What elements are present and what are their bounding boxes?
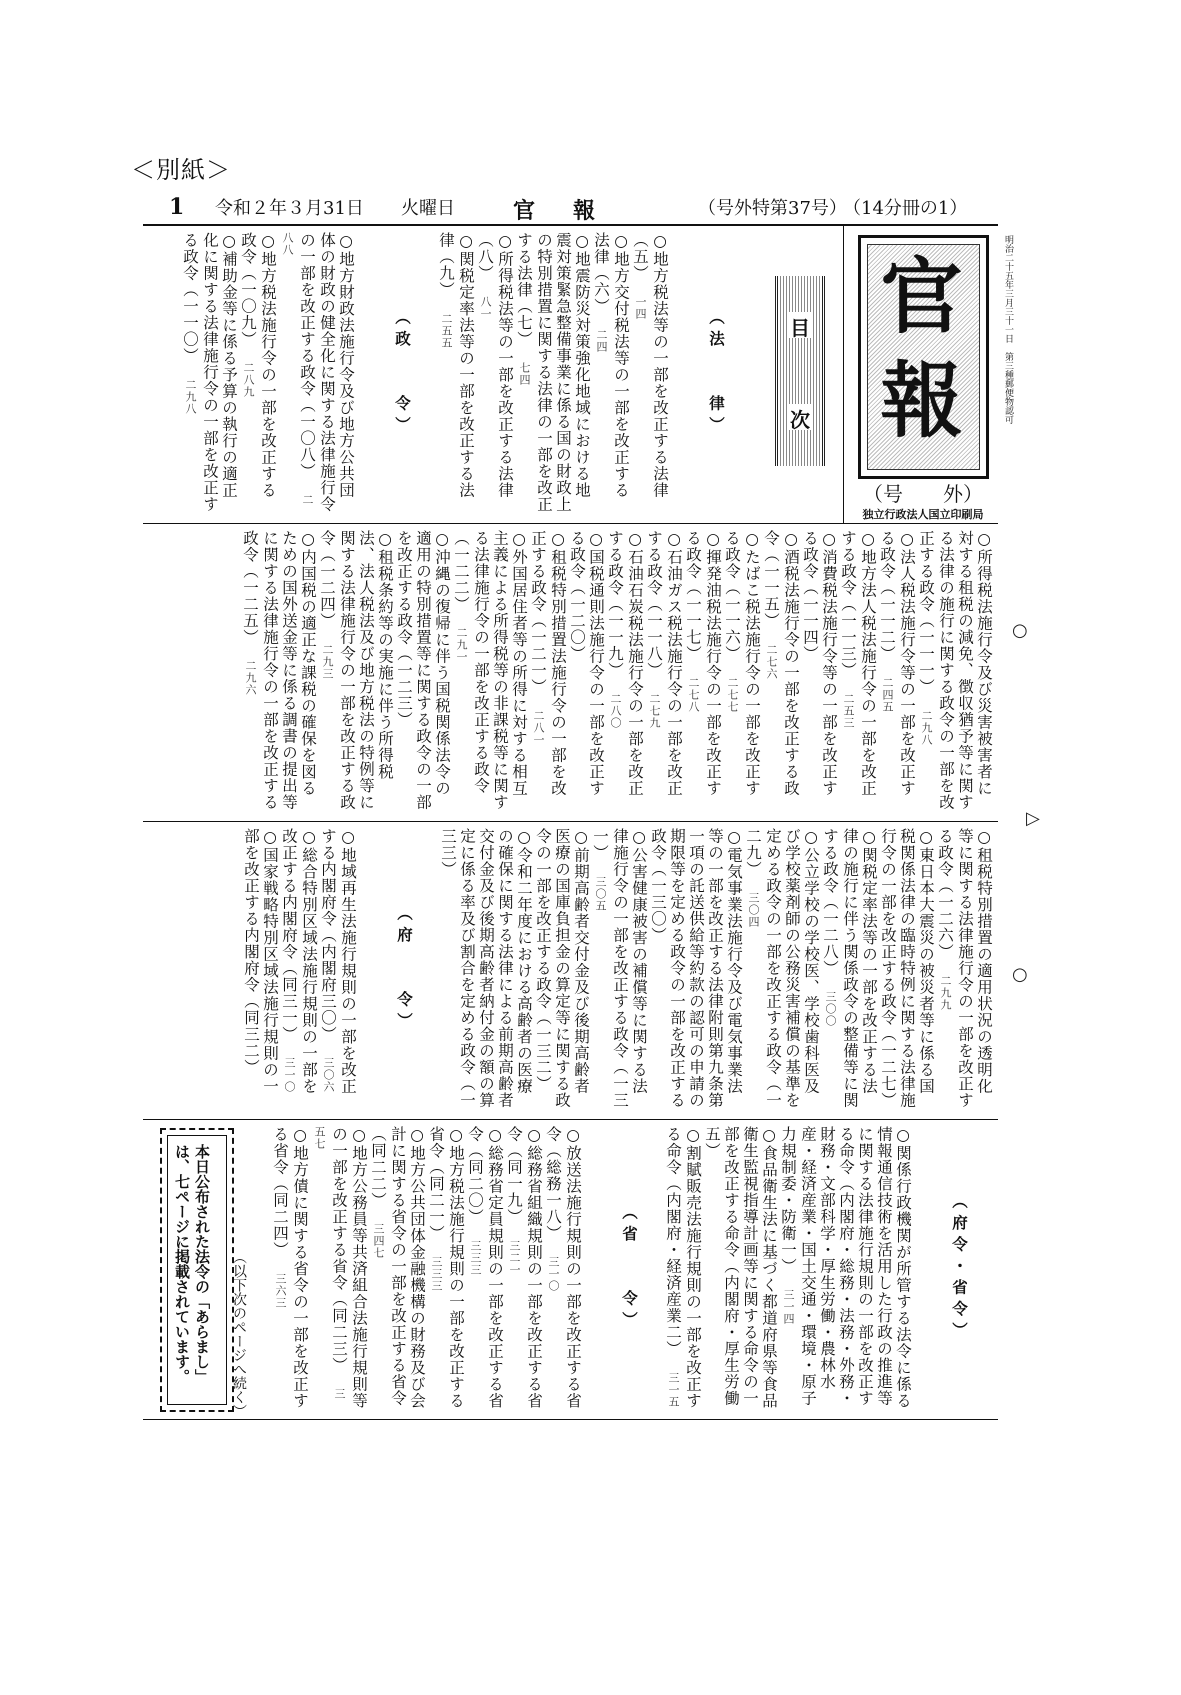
contents-entry <box>528 530 567 812</box>
contents-entry <box>241 828 279 1110</box>
contents-entry <box>743 828 820 1110</box>
contents-entry <box>778 1126 912 1411</box>
triangle-mark: ▷ <box>1026 808 1040 829</box>
punch-hole-mark: ○ <box>1012 620 1028 641</box>
row-separator <box>143 1119 998 1120</box>
entry-title: ○国家戦略特別区域法施行規則の一部を改正する内閣府令（同三二） <box>242 828 279 1095</box>
entry-page-number: 八一 <box>479 296 492 321</box>
entry-title: ○地方法人税法施行令の一部を改正する政令（一一三） 二五三 <box>839 530 877 797</box>
masthead <box>858 235 989 479</box>
entry-page-number: 二九八 <box>184 378 197 415</box>
entry-title: ○補助金等に係る予算の執行の適正化に関する法律施行令の一部を改正する政令（一一〇） 二九八 <box>181 232 238 513</box>
contents-entry <box>630 232 669 514</box>
masthead-gaigai: （号 外） <box>863 482 983 506</box>
contents-entry <box>605 530 644 812</box>
masthead-separator <box>843 226 844 523</box>
entry-title: ○総合特別区域法施行規則の一部を改正する内閣府令（同三一） 三一〇 <box>280 828 318 1095</box>
entry-page-number: 三二一 <box>508 1239 521 1276</box>
entry-title: ○租税特別措置の適用状況の透明化等に関する法律施行令の一部を改正する政令（一二六） 二九九 <box>936 828 993 1109</box>
contents-entry <box>800 530 838 812</box>
section-heading <box>620 1126 639 1411</box>
contents-entry <box>277 232 355 514</box>
contents-entry <box>240 530 317 812</box>
notice-box <box>160 1128 234 1412</box>
section-heading <box>395 828 414 1110</box>
punch-hole-mark: ○ <box>1012 964 1028 985</box>
entry-title: ○関係行政機関が所管する法令に係る情報通信技術を活用した行政の推進等に関する法律施行規則の一部を改正する命令（内閣府・総務・法務・外務・財務・文部科学・厚生労働・農林水産・経済産業・国土交通・環境・原子力規制委・防衛一） 三一四 <box>779 1126 912 1409</box>
entry-title: ○国税通則法施行令の一部を改正する政令（一二〇） <box>568 530 605 797</box>
contents-entry <box>318 828 357 1110</box>
entry-title: ○放送法施行規則の一部を改正する省令（総務一八） 三一〇 <box>544 1126 582 1409</box>
entry-page-number: 三六三 <box>274 1272 287 1309</box>
entry-title: ○食品衛生法に基づく都道府県等食品衛生監視指導計画等に関する命令の一部を改正する命令（内閣府・厚生労働五） <box>703 1126 778 1409</box>
contents-title-b: 次 <box>787 404 813 430</box>
entry-page-number: 二四五 <box>881 676 894 713</box>
section-heading-text: （府 令） <box>395 904 414 1034</box>
entry-title: ○租税特別措置法施行令の一部を改正する政令（一二一） 二八一 <box>529 530 567 797</box>
entry-page-number: 三〇五 <box>594 875 607 912</box>
section-heading-text: （政 令） <box>393 308 412 438</box>
entry-title: ○地方公共団体金融機構の財務及び会計に関する省令の一部を改正する省令（同二二） 三四七 <box>369 1126 426 1409</box>
contents-row-2 <box>150 530 993 812</box>
entry-title: ○東日本大震災の被災者等に係る国税関係法律の臨時特例に関する法律施行令の一部を改正する政令（一二七） <box>879 828 935 1109</box>
header-rule <box>143 224 998 226</box>
issue-date: 令和２年３月31日 <box>215 198 364 219</box>
entry-title: ○割賦販売法施行規則の一部を改正する命令（内閣府・経済産業二） 三一五 <box>664 1126 702 1409</box>
entry-page-number: 二九九 <box>939 974 952 1011</box>
section-heading <box>393 232 412 514</box>
entry-page-number: 七四 <box>518 362 531 387</box>
contents-entry <box>465 1126 504 1411</box>
entry-page-number: 三一四 <box>782 1289 795 1326</box>
page-number: 1 <box>169 194 185 220</box>
contents-entry <box>436 232 475 514</box>
entry-page-number: 二八〇 <box>609 693 622 730</box>
entry-title: ○前期高齢者交付金及び後期高齢者医療の国庫負担金の算定等に関する政令の一部を改正する政令（一三二） <box>534 828 590 1109</box>
contents-entry <box>722 530 761 812</box>
entry-title: ○石油石炭税法施行令の一部を改正する政令（一一九） 二八〇 <box>606 530 644 797</box>
section-heading <box>950 1126 969 1411</box>
entry-title: ○公立学校の学校医、学校歯科医及び学校薬剤師の公務災害補償の基準を定める政令の一部を改正する政令（一二九） 三〇四 <box>744 828 820 1109</box>
contents-title <box>775 276 825 466</box>
entry-title: ○内国税の適正な課税の確保を図るための国外送金等に係る調書の提出等に関する法律施行令の一部を改正する政令（一二五） 二九六 <box>241 530 317 811</box>
entry-page-number: 二五三 <box>842 693 855 730</box>
entry-title: ○石油ガス税法施行令の一部を改正する政令（一一八） 二七九 <box>645 530 683 797</box>
entry-page-number: 二九一 <box>455 627 468 664</box>
section-heading-text: （法 律） <box>707 308 726 438</box>
entry-title: ○地震防災対策強化地域における地震対策緊急整備事業に係る国の財政上の特別措置に関する法律の一部を改正する法律（七） 七四 <box>515 232 591 513</box>
entry-page-number: 二八八 <box>281 232 314 507</box>
issue-number: （号外特第37号） <box>698 198 847 219</box>
contents-entry <box>877 530 916 812</box>
entry-title: ○地方税法施行令の一部を改正する政令（一〇九） 二八九 <box>239 232 277 499</box>
contents-entry <box>663 1126 702 1411</box>
weekday: 火曜日 <box>401 198 455 219</box>
entry-title: ○外国居住者等の所得に対する相互主義による所得税等の非課税等に関する法律施行令の一部を改正する政令（一二二） 二九一 <box>452 530 528 811</box>
contents-entry <box>590 828 648 1110</box>
contents-entry <box>270 1126 309 1411</box>
volume-info: （14分冊の1） <box>843 198 968 219</box>
entry-page-number: 二五五 <box>440 312 453 349</box>
entry-page-number: 二七七 <box>726 676 739 713</box>
entry-title: ○地方財政法施行令及び地方公共団体の財政の健全化に関する法律施行令の一部を改正する政令（一〇八） 二八八 <box>281 232 355 513</box>
entry-title: ○地方税法施行規則の一部を改正する省令（同二一） 三三三 <box>427 1126 465 1409</box>
entry-page-number: 三一〇 <box>547 1256 560 1293</box>
entry-page-number: 三〇六 <box>322 1057 335 1094</box>
contents-entry <box>368 1126 426 1411</box>
contents-entry <box>916 530 993 812</box>
entry-page-number: 二九六 <box>244 660 257 697</box>
entry-page-number: 三三三 <box>430 1256 443 1293</box>
entry-page-number: 二七九 <box>648 693 661 730</box>
entry-page-number: 三四七 <box>372 1223 385 1260</box>
row-separator <box>143 821 998 822</box>
entry-title: ○消費税法施行令等の一部を改正する政令（一一四） <box>801 530 838 797</box>
section-heading <box>707 232 726 514</box>
entry-title: ○地方債に関する省令の一部を改正する省令（同二四） 三六三 <box>271 1126 309 1409</box>
entry-page-number: 二八九 <box>242 362 255 399</box>
publisher: 独立行政法人国立印刷局 <box>862 508 984 521</box>
continued-note: （以下次のページへ続く） <box>231 1250 247 1418</box>
entry-title: ○電気事業法施行令及び電気事業法等の一部を改正する法律附則第九条第一項の託送供給等約款の認可の申請の期限等を定める政令の一部を改正する政令（一三〇） <box>649 828 743 1109</box>
entry-title: ○総務省組織規則の一部を改正する省令（同一九） 三二一 <box>505 1126 543 1409</box>
entry-page-number: 三三三 <box>469 1239 482 1276</box>
header-title-kan: 官 <box>513 198 536 224</box>
contents-entry <box>644 530 683 812</box>
entry-page-number: 二九三 <box>321 643 334 680</box>
entry-title: ○関税定率法等の一部を改正する法律の施行に伴う関係政令の整備等に関する政令（一二八） 三〇〇 <box>821 828 878 1109</box>
entry-page-number: 三〇〇 <box>824 991 837 1028</box>
contents-entry <box>567 530 605 812</box>
entry-title: ○たばこ税法施行令の一部を改正する政令（一一六） 二七七 <box>723 530 761 797</box>
postal-permit: 明治二十五年三月三十一日 第三種郵便物認可 <box>1003 235 1013 424</box>
contents-entry <box>820 828 878 1110</box>
contents-entry <box>648 828 743 1110</box>
entry-page-number: 二八一 <box>532 709 545 746</box>
entry-page-number: 一四 <box>634 296 647 321</box>
masthead-char-kan: 官 <box>880 249 963 345</box>
entry-page-number: 二七六 <box>765 643 778 680</box>
contents-entry <box>394 530 451 812</box>
contents-entry <box>180 232 238 514</box>
contents-row-4 <box>245 1126 993 1411</box>
entry-title: ○地方公務員等共済組合法施行規則等の一部を改正する省令（同二三） 三五七 <box>313 1126 368 1409</box>
entry-title: ○沖縄の復帰に伴う国税関係法令の適用の特別措置等に関する政令の一部を改正する政令（一二三） <box>395 530 451 811</box>
contents-entry <box>438 828 533 1110</box>
contents-row-3 <box>150 828 993 1110</box>
entry-title: ○法人税法施行令等の一部を改正する政令（一一二） 二四五 <box>878 530 916 797</box>
notice-text: 本日公布された法令の「あらまし」は、七ページに掲載されています。 <box>167 1135 227 1405</box>
contents-entry <box>317 530 394 812</box>
entry-page-number: 二七八 <box>687 676 700 713</box>
contents-entry <box>543 1126 582 1411</box>
entry-title: ○揮発油税法施行令の一部を改正する政令（一一七） 二七八 <box>684 530 722 797</box>
attachment-label: ＜別紙＞ <box>131 156 231 184</box>
masthead-char-po: 報 <box>880 353 963 449</box>
contents-entry <box>591 232 630 514</box>
contents-entry <box>451 530 528 812</box>
entry-title: ○関税定率法等の一部を改正する法律（九） 二五五 <box>437 232 475 499</box>
gazette-header <box>143 190 998 224</box>
contents-row-1 <box>150 232 750 514</box>
contents-entry <box>504 1126 543 1411</box>
contents-entry <box>838 530 877 812</box>
entry-title: ○地方交付税法等の一部を改正する法律（六） 二四 <box>592 232 630 499</box>
entry-title: ○租税条約等の実施に伴う所得税法、法人税法及び地方税法の特例等に関する法律施行令の一部を改正する政令（一二四） 二九三 <box>318 530 394 811</box>
contents-entry <box>702 1126 778 1411</box>
contents-entry <box>533 828 590 1110</box>
entry-title: ○酒税法施行令の一部を改正する政令（一一五） 二七六 <box>762 530 800 797</box>
section-heading-text: （省 令） <box>620 1204 639 1333</box>
entry-page-number: 二九八 <box>920 709 933 746</box>
bottom-rule <box>143 1419 998 1420</box>
contents-title-a: 目 <box>787 312 813 338</box>
entry-page-number: 二四 <box>595 329 608 354</box>
contents-entry <box>426 1126 465 1411</box>
contents-entry <box>514 232 591 514</box>
contents-entry <box>761 530 800 812</box>
entry-title: ○所得税法等の一部を改正する法律（八） 八一 <box>476 232 514 499</box>
entry-title: ○所得税法施行令及び災害被害者に対する租税の減免、徴収猶予等に関する法律の施行に関する政令の一部を改正する政令（一一一） 二九八 <box>917 530 993 811</box>
entry-title: ○公害健康被害の補償等に関する法律施行令の一部を改正する政令（一三一） 三〇五 <box>591 828 648 1109</box>
row-separator <box>143 523 998 524</box>
entry-page-number: 三〇四 <box>747 892 760 929</box>
entry-title: ○総務省定員規則の一部を改正する省令（同二〇） 三三三 <box>466 1126 504 1409</box>
header-title-po: 報 <box>573 198 596 224</box>
entry-page-number: 三一五 <box>667 1371 680 1408</box>
entry-title: ○地域再生法施行規則の一部を改正する内閣府令（内閣府三〇） 三〇六 <box>319 828 357 1095</box>
contents-entry <box>683 530 722 812</box>
contents-entry <box>475 232 514 514</box>
contents-entry <box>935 828 993 1110</box>
entry-title: ○地方税法等の一部を改正する法律（五） 一四 <box>631 232 669 499</box>
contents-entry <box>238 232 277 514</box>
contents-entry <box>279 828 318 1110</box>
section-heading-text: （府令・省令） <box>950 1193 969 1344</box>
entry-title: ○令和二年度における高齢者の医療の確保に関する法律による前期高齢者交付金及び後期高齢者納付金の額の算定に係る率及び割合を定める政令（一三三） <box>439 828 533 1109</box>
entry-page-number: 三一〇 <box>283 1057 296 1094</box>
contents-entry <box>878 828 935 1110</box>
entry-page-number: 三五七 <box>313 1126 346 1401</box>
contents-entry <box>309 1126 368 1411</box>
